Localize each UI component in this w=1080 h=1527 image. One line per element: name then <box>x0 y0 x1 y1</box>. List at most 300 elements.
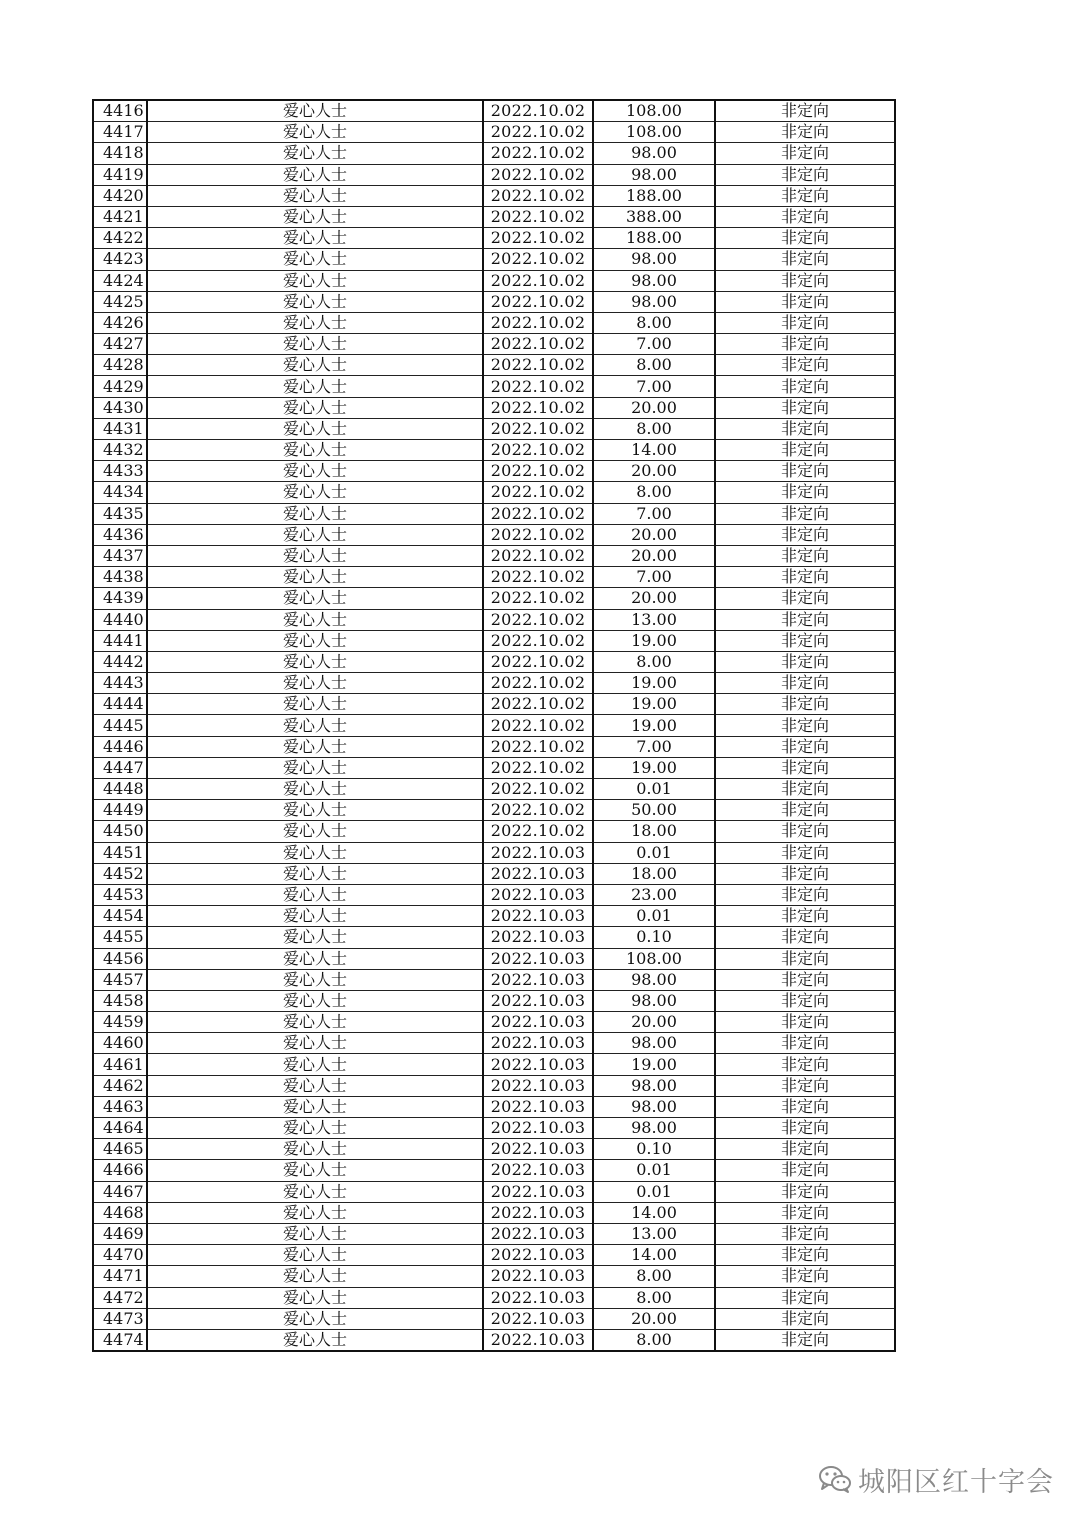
donor-name-cell: 爱心人士 <box>147 355 483 376</box>
donation-type-cell: 非定向 <box>715 588 895 609</box>
table-row <box>93 100 895 122</box>
record-number-cell: 4422 <box>93 228 147 249</box>
donation-amount-cell: 8.00 <box>593 1287 715 1308</box>
table-row <box>93 1181 895 1202</box>
donation-type-cell: 非定向 <box>715 1160 895 1181</box>
donor-name-cell: 爱心人士 <box>147 545 483 566</box>
donation-amount-cell: 98.00 <box>593 1118 715 1139</box>
table-row <box>93 1075 895 1096</box>
record-number-cell: 4420 <box>93 185 147 206</box>
donation-date-cell: 2022.10.02 <box>483 821 593 842</box>
donation-date-cell: 2022.10.02 <box>483 100 593 122</box>
donor-name-cell: 爱心人士 <box>147 461 483 482</box>
donation-date-cell: 2022.10.03 <box>483 1181 593 1202</box>
donor-name-cell: 爱心人士 <box>147 842 483 863</box>
donor-name-cell: 爱心人士 <box>147 673 483 694</box>
table-row <box>93 1139 895 1160</box>
record-number-cell: 4450 <box>93 821 147 842</box>
donation-date-cell: 2022.10.02 <box>483 334 593 355</box>
donation-type-cell: 非定向 <box>715 1118 895 1139</box>
record-number-cell: 4462 <box>93 1075 147 1096</box>
record-number-cell: 4472 <box>93 1287 147 1308</box>
donation-date-cell: 2022.10.02 <box>483 630 593 651</box>
donation-table-body <box>93 100 895 1351</box>
record-number-cell: 4418 <box>93 143 147 164</box>
donor-name-cell: 爱心人士 <box>147 1287 483 1308</box>
donor-name-cell: 爱心人士 <box>147 906 483 927</box>
donor-name-cell: 爱心人士 <box>147 1075 483 1096</box>
donation-amount-cell: 19.00 <box>593 715 715 736</box>
donation-amount-cell: 19.00 <box>593 630 715 651</box>
donation-type-cell: 非定向 <box>715 1181 895 1202</box>
record-number-cell: 4453 <box>93 884 147 905</box>
donation-amount-cell: 7.00 <box>593 376 715 397</box>
record-number-cell: 4458 <box>93 990 147 1011</box>
donation-amount-cell: 0.01 <box>593 779 715 800</box>
donation-amount-cell: 0.01 <box>593 1181 715 1202</box>
donation-type-cell: 非定向 <box>715 503 895 524</box>
donor-name-cell: 爱心人士 <box>147 715 483 736</box>
donation-date-cell: 2022.10.02 <box>483 376 593 397</box>
record-number-cell: 4461 <box>93 1054 147 1075</box>
table-row <box>93 630 895 651</box>
donation-type-cell: 非定向 <box>715 1202 895 1223</box>
donation-type-cell: 非定向 <box>715 969 895 990</box>
donation-amount-cell: 18.00 <box>593 863 715 884</box>
table-row <box>93 757 895 778</box>
watermark-text: 城阳区红十字会 <box>858 1466 1054 1498</box>
record-number-cell: 4465 <box>93 1139 147 1160</box>
donation-type-cell: 非定向 <box>715 524 895 545</box>
table-row <box>93 143 895 164</box>
record-number-cell: 4424 <box>93 270 147 291</box>
donation-date-cell: 2022.10.02 <box>483 164 593 185</box>
donation-date-cell: 2022.10.03 <box>483 1054 593 1075</box>
table-row <box>93 1287 895 1308</box>
donation-date-cell: 2022.10.03 <box>483 1223 593 1244</box>
table-row <box>93 334 895 355</box>
record-number-cell: 4425 <box>93 291 147 312</box>
record-number-cell: 4466 <box>93 1160 147 1181</box>
table-row <box>93 270 895 291</box>
record-number-cell: 4457 <box>93 969 147 990</box>
record-number-cell: 4431 <box>93 418 147 439</box>
donation-amount-cell: 19.00 <box>593 757 715 778</box>
donation-date-cell: 2022.10.02 <box>483 312 593 333</box>
table-row <box>93 164 895 185</box>
donation-type-cell: 非定向 <box>715 334 895 355</box>
donation-amount-cell: 98.00 <box>593 270 715 291</box>
donation-amount-cell: 20.00 <box>593 1308 715 1329</box>
donation-type-cell: 非定向 <box>715 1139 895 1160</box>
record-number-cell: 4447 <box>93 757 147 778</box>
donation-date-cell: 2022.10.02 <box>483 524 593 545</box>
table-row <box>93 206 895 227</box>
table-row <box>93 588 895 609</box>
donation-amount-cell: 7.00 <box>593 334 715 355</box>
donation-date-cell: 2022.10.03 <box>483 1012 593 1033</box>
donor-name-cell: 爱心人士 <box>147 185 483 206</box>
donation-type-cell: 非定向 <box>715 715 895 736</box>
table-row <box>93 884 895 905</box>
donation-amount-cell: 8.00 <box>593 355 715 376</box>
donation-type-cell: 非定向 <box>715 567 895 588</box>
table-row <box>93 312 895 333</box>
table-row <box>93 1160 895 1181</box>
donation-amount-cell: 188.00 <box>593 185 715 206</box>
donation-amount-cell: 19.00 <box>593 694 715 715</box>
donation-amount-cell: 8.00 <box>593 482 715 503</box>
donor-name-cell: 爱心人士 <box>147 863 483 884</box>
donation-amount-cell: 23.00 <box>593 884 715 905</box>
donation-type-cell: 非定向 <box>715 821 895 842</box>
table-row <box>93 524 895 545</box>
donation-type-cell: 非定向 <box>715 376 895 397</box>
table-row <box>93 969 895 990</box>
donor-name-cell: 爱心人士 <box>147 397 483 418</box>
donation-type-cell: 非定向 <box>715 185 895 206</box>
record-number-cell: 4463 <box>93 1096 147 1117</box>
donation-amount-cell: 19.00 <box>593 1054 715 1075</box>
donation-amount-cell: 18.00 <box>593 821 715 842</box>
donation-amount-cell: 13.00 <box>593 609 715 630</box>
table-row <box>93 355 895 376</box>
record-number-cell: 4429 <box>93 376 147 397</box>
record-number-cell: 4427 <box>93 334 147 355</box>
donor-name-cell: 爱心人士 <box>147 440 483 461</box>
donor-name-cell: 爱心人士 <box>147 927 483 948</box>
table-row <box>93 1329 895 1351</box>
donation-type-cell: 非定向 <box>715 545 895 566</box>
donation-amount-cell: 98.00 <box>593 969 715 990</box>
table-row <box>93 651 895 672</box>
donor-name-cell: 爱心人士 <box>147 100 483 122</box>
donor-name-cell: 爱心人士 <box>147 418 483 439</box>
table-row <box>93 291 895 312</box>
donor-name-cell: 爱心人士 <box>147 164 483 185</box>
donor-name-cell: 爱心人士 <box>147 1308 483 1329</box>
table-row <box>93 567 895 588</box>
table-row <box>93 376 895 397</box>
donation-type-cell: 非定向 <box>715 1012 895 1033</box>
donation-date-cell: 2022.10.03 <box>483 842 593 863</box>
record-number-cell: 4444 <box>93 694 147 715</box>
donation-amount-cell: 98.00 <box>593 1033 715 1054</box>
donor-name-cell: 爱心人士 <box>147 376 483 397</box>
donor-name-cell: 爱心人士 <box>147 1266 483 1287</box>
donation-type-cell: 非定向 <box>715 927 895 948</box>
donation-date-cell: 2022.10.02 <box>483 206 593 227</box>
donation-date-cell: 2022.10.03 <box>483 906 593 927</box>
record-number-cell: 4474 <box>93 1329 147 1351</box>
donation-type-cell: 非定向 <box>715 482 895 503</box>
donation-date-cell: 2022.10.03 <box>483 990 593 1011</box>
donation-date-cell: 2022.10.03 <box>483 1266 593 1287</box>
donation-type-cell: 非定向 <box>715 461 895 482</box>
donor-name-cell: 爱心人士 <box>147 990 483 1011</box>
donation-amount-cell: 8.00 <box>593 651 715 672</box>
donation-type-cell: 非定向 <box>715 757 895 778</box>
donation-date-cell: 2022.10.03 <box>483 948 593 969</box>
donation-amount-cell: 98.00 <box>593 990 715 1011</box>
record-number-cell: 4460 <box>93 1033 147 1054</box>
donation-type-cell: 非定向 <box>715 440 895 461</box>
donation-date-cell: 2022.10.03 <box>483 969 593 990</box>
table-row <box>93 779 895 800</box>
record-number-cell: 4443 <box>93 673 147 694</box>
donation-date-cell: 2022.10.03 <box>483 1245 593 1266</box>
wechat-icon <box>818 1464 852 1494</box>
donation-type-cell: 非定向 <box>715 206 895 227</box>
record-number-cell: 4430 <box>93 397 147 418</box>
table-row <box>93 609 895 630</box>
record-number-cell: 4451 <box>93 842 147 863</box>
donation-date-cell: 2022.10.02 <box>483 397 593 418</box>
donation-date-cell: 2022.10.02 <box>483 418 593 439</box>
donation-amount-cell: 8.00 <box>593 312 715 333</box>
record-number-cell: 4454 <box>93 906 147 927</box>
donation-amount-cell: 388.00 <box>593 206 715 227</box>
donation-date-cell: 2022.10.03 <box>483 1308 593 1329</box>
donation-amount-cell: 20.00 <box>593 545 715 566</box>
record-number-cell: 4471 <box>93 1266 147 1287</box>
donation-type-cell: 非定向 <box>715 249 895 270</box>
donor-name-cell: 爱心人士 <box>147 609 483 630</box>
table-row <box>93 990 895 1011</box>
donation-amount-cell: 0.01 <box>593 1160 715 1181</box>
donation-amount-cell: 14.00 <box>593 1202 715 1223</box>
donor-name-cell: 爱心人士 <box>147 270 483 291</box>
donation-date-cell: 2022.10.02 <box>483 185 593 206</box>
donor-name-cell: 爱心人士 <box>147 503 483 524</box>
table-row <box>93 1223 895 1244</box>
donation-type-cell: 非定向 <box>715 779 895 800</box>
table-row <box>93 1054 895 1075</box>
donation-date-cell: 2022.10.02 <box>483 122 593 143</box>
donation-type-cell: 非定向 <box>715 1096 895 1117</box>
donation-type-cell: 非定向 <box>715 397 895 418</box>
table-row <box>93 736 895 757</box>
record-number-cell: 4468 <box>93 1202 147 1223</box>
donation-type-cell: 非定向 <box>715 884 895 905</box>
donor-name-cell: 爱心人士 <box>147 1139 483 1160</box>
donation-date-cell: 2022.10.03 <box>483 1139 593 1160</box>
donation-type-cell: 非定向 <box>715 609 895 630</box>
table-row <box>93 440 895 461</box>
donation-date-cell: 2022.10.02 <box>483 567 593 588</box>
table-row <box>93 418 895 439</box>
donation-type-cell: 非定向 <box>715 673 895 694</box>
donation-date-cell: 2022.10.02 <box>483 800 593 821</box>
donation-date-cell: 2022.10.02 <box>483 757 593 778</box>
donation-type-cell: 非定向 <box>715 143 895 164</box>
donation-amount-cell: 20.00 <box>593 1012 715 1033</box>
donor-name-cell: 爱心人士 <box>147 1012 483 1033</box>
donation-type-cell: 非定向 <box>715 164 895 185</box>
donation-type-cell: 非定向 <box>715 355 895 376</box>
donation-type-cell: 非定向 <box>715 736 895 757</box>
donor-name-cell: 爱心人士 <box>147 800 483 821</box>
donation-type-cell: 非定向 <box>715 228 895 249</box>
donation-type-cell: 非定向 <box>715 863 895 884</box>
donor-name-cell: 爱心人士 <box>147 651 483 672</box>
donor-name-cell: 爱心人士 <box>147 334 483 355</box>
donation-amount-cell: 108.00 <box>593 948 715 969</box>
record-number-cell: 4433 <box>93 461 147 482</box>
donation-amount-cell: 8.00 <box>593 1329 715 1351</box>
donation-amount-cell: 20.00 <box>593 524 715 545</box>
donation-date-cell: 2022.10.02 <box>483 270 593 291</box>
donation-amount-cell: 7.00 <box>593 567 715 588</box>
donation-type-cell: 非定向 <box>715 270 895 291</box>
table-row <box>93 1245 895 1266</box>
donation-amount-cell: 98.00 <box>593 291 715 312</box>
record-number-cell: 4473 <box>93 1308 147 1329</box>
table-row <box>93 948 895 969</box>
table-row <box>93 673 895 694</box>
donor-name-cell: 爱心人士 <box>147 757 483 778</box>
donation-type-cell: 非定向 <box>715 291 895 312</box>
donation-type-cell: 非定向 <box>715 1266 895 1287</box>
donation-amount-cell: 108.00 <box>593 122 715 143</box>
donation-type-cell: 非定向 <box>715 842 895 863</box>
table-row <box>93 694 895 715</box>
donor-name-cell: 爱心人士 <box>147 482 483 503</box>
table-row <box>93 397 895 418</box>
donation-amount-cell: 98.00 <box>593 1096 715 1117</box>
table-row <box>93 228 895 249</box>
donor-name-cell: 爱心人士 <box>147 1329 483 1351</box>
donation-date-cell: 2022.10.03 <box>483 1033 593 1054</box>
donor-name-cell: 爱心人士 <box>147 1033 483 1054</box>
donation-type-cell: 非定向 <box>715 906 895 927</box>
record-number-cell: 4449 <box>93 800 147 821</box>
donation-amount-cell: 0.01 <box>593 842 715 863</box>
donation-amount-cell: 8.00 <box>593 1266 715 1287</box>
donation-amount-cell: 7.00 <box>593 503 715 524</box>
table-row <box>93 545 895 566</box>
donor-name-cell: 爱心人士 <box>147 1245 483 1266</box>
table-row <box>93 1118 895 1139</box>
table-row <box>93 249 895 270</box>
table-row <box>93 122 895 143</box>
table-row <box>93 906 895 927</box>
donation-date-cell: 2022.10.02 <box>483 482 593 503</box>
donation-date-cell: 2022.10.02 <box>483 228 593 249</box>
donation-amount-cell: 14.00 <box>593 440 715 461</box>
donation-date-cell: 2022.10.03 <box>483 1202 593 1223</box>
donation-type-cell: 非定向 <box>715 1329 895 1351</box>
table-row <box>93 821 895 842</box>
donation-date-cell: 2022.10.02 <box>483 694 593 715</box>
donation-amount-cell: 50.00 <box>593 800 715 821</box>
donation-table <box>92 99 896 1352</box>
donation-type-cell: 非定向 <box>715 1033 895 1054</box>
donor-name-cell: 爱心人士 <box>147 122 483 143</box>
donation-type-cell: 非定向 <box>715 1054 895 1075</box>
donor-name-cell: 爱心人士 <box>147 312 483 333</box>
donation-date-cell: 2022.10.02 <box>483 779 593 800</box>
donation-date-cell: 2022.10.03 <box>483 927 593 948</box>
donation-date-cell: 2022.10.03 <box>483 1118 593 1139</box>
donor-name-cell: 爱心人士 <box>147 228 483 249</box>
donation-amount-cell: 13.00 <box>593 1223 715 1244</box>
donation-type-cell: 非定向 <box>715 990 895 1011</box>
record-number-cell: 4459 <box>93 1012 147 1033</box>
donation-type-cell: 非定向 <box>715 694 895 715</box>
donor-name-cell: 爱心人士 <box>147 736 483 757</box>
donation-amount-cell: 0.10 <box>593 1139 715 1160</box>
donation-type-cell: 非定向 <box>715 418 895 439</box>
donor-name-cell: 爱心人士 <box>147 1160 483 1181</box>
table-row <box>93 1308 895 1329</box>
donor-name-cell: 爱心人士 <box>147 630 483 651</box>
record-number-cell: 4452 <box>93 863 147 884</box>
donation-date-cell: 2022.10.03 <box>483 1096 593 1117</box>
donation-date-cell: 2022.10.02 <box>483 736 593 757</box>
account-watermark <box>818 1457 1054 1501</box>
record-number-cell: 4437 <box>93 545 147 566</box>
donation-amount-cell: 108.00 <box>593 100 715 122</box>
donation-date-cell: 2022.10.03 <box>483 1287 593 1308</box>
donor-name-cell: 爱心人士 <box>147 524 483 545</box>
donation-date-cell: 2022.10.03 <box>483 884 593 905</box>
record-number-cell: 4446 <box>93 736 147 757</box>
donor-name-cell: 爱心人士 <box>147 1223 483 1244</box>
record-number-cell: 4435 <box>93 503 147 524</box>
donor-name-cell: 爱心人士 <box>147 948 483 969</box>
donor-name-cell: 爱心人士 <box>147 1181 483 1202</box>
table-row <box>93 1266 895 1287</box>
record-number-cell: 4419 <box>93 164 147 185</box>
donor-name-cell: 爱心人士 <box>147 779 483 800</box>
donation-type-cell: 非定向 <box>715 1287 895 1308</box>
record-number-cell: 4416 <box>93 100 147 122</box>
table-row <box>93 800 895 821</box>
donation-date-cell: 2022.10.02 <box>483 503 593 524</box>
donation-date-cell: 2022.10.03 <box>483 1329 593 1351</box>
donation-amount-cell: 14.00 <box>593 1245 715 1266</box>
record-number-cell: 4432 <box>93 440 147 461</box>
record-number-cell: 4467 <box>93 1181 147 1202</box>
donation-date-cell: 2022.10.02 <box>483 673 593 694</box>
record-number-cell: 4442 <box>93 651 147 672</box>
record-number-cell: 4441 <box>93 630 147 651</box>
table-row <box>93 863 895 884</box>
donor-name-cell: 爱心人士 <box>147 206 483 227</box>
table-row <box>93 185 895 206</box>
donation-amount-cell: 0.01 <box>593 906 715 927</box>
donation-date-cell: 2022.10.02 <box>483 588 593 609</box>
donor-name-cell: 爱心人士 <box>147 1202 483 1223</box>
table-row <box>93 1202 895 1223</box>
donation-date-cell: 2022.10.02 <box>483 461 593 482</box>
donation-date-cell: 2022.10.02 <box>483 715 593 736</box>
donation-amount-cell: 98.00 <box>593 1075 715 1096</box>
donation-type-cell: 非定向 <box>715 1245 895 1266</box>
record-number-cell: 4423 <box>93 249 147 270</box>
donor-name-cell: 爱心人士 <box>147 249 483 270</box>
record-number-cell: 4436 <box>93 524 147 545</box>
table-row <box>93 1012 895 1033</box>
table-row <box>93 1096 895 1117</box>
donor-name-cell: 爱心人士 <box>147 567 483 588</box>
record-number-cell: 4438 <box>93 567 147 588</box>
donor-name-cell: 爱心人士 <box>147 1054 483 1075</box>
donation-type-cell: 非定向 <box>715 1223 895 1244</box>
donation-type-cell: 非定向 <box>715 800 895 821</box>
donation-amount-cell: 8.00 <box>593 418 715 439</box>
